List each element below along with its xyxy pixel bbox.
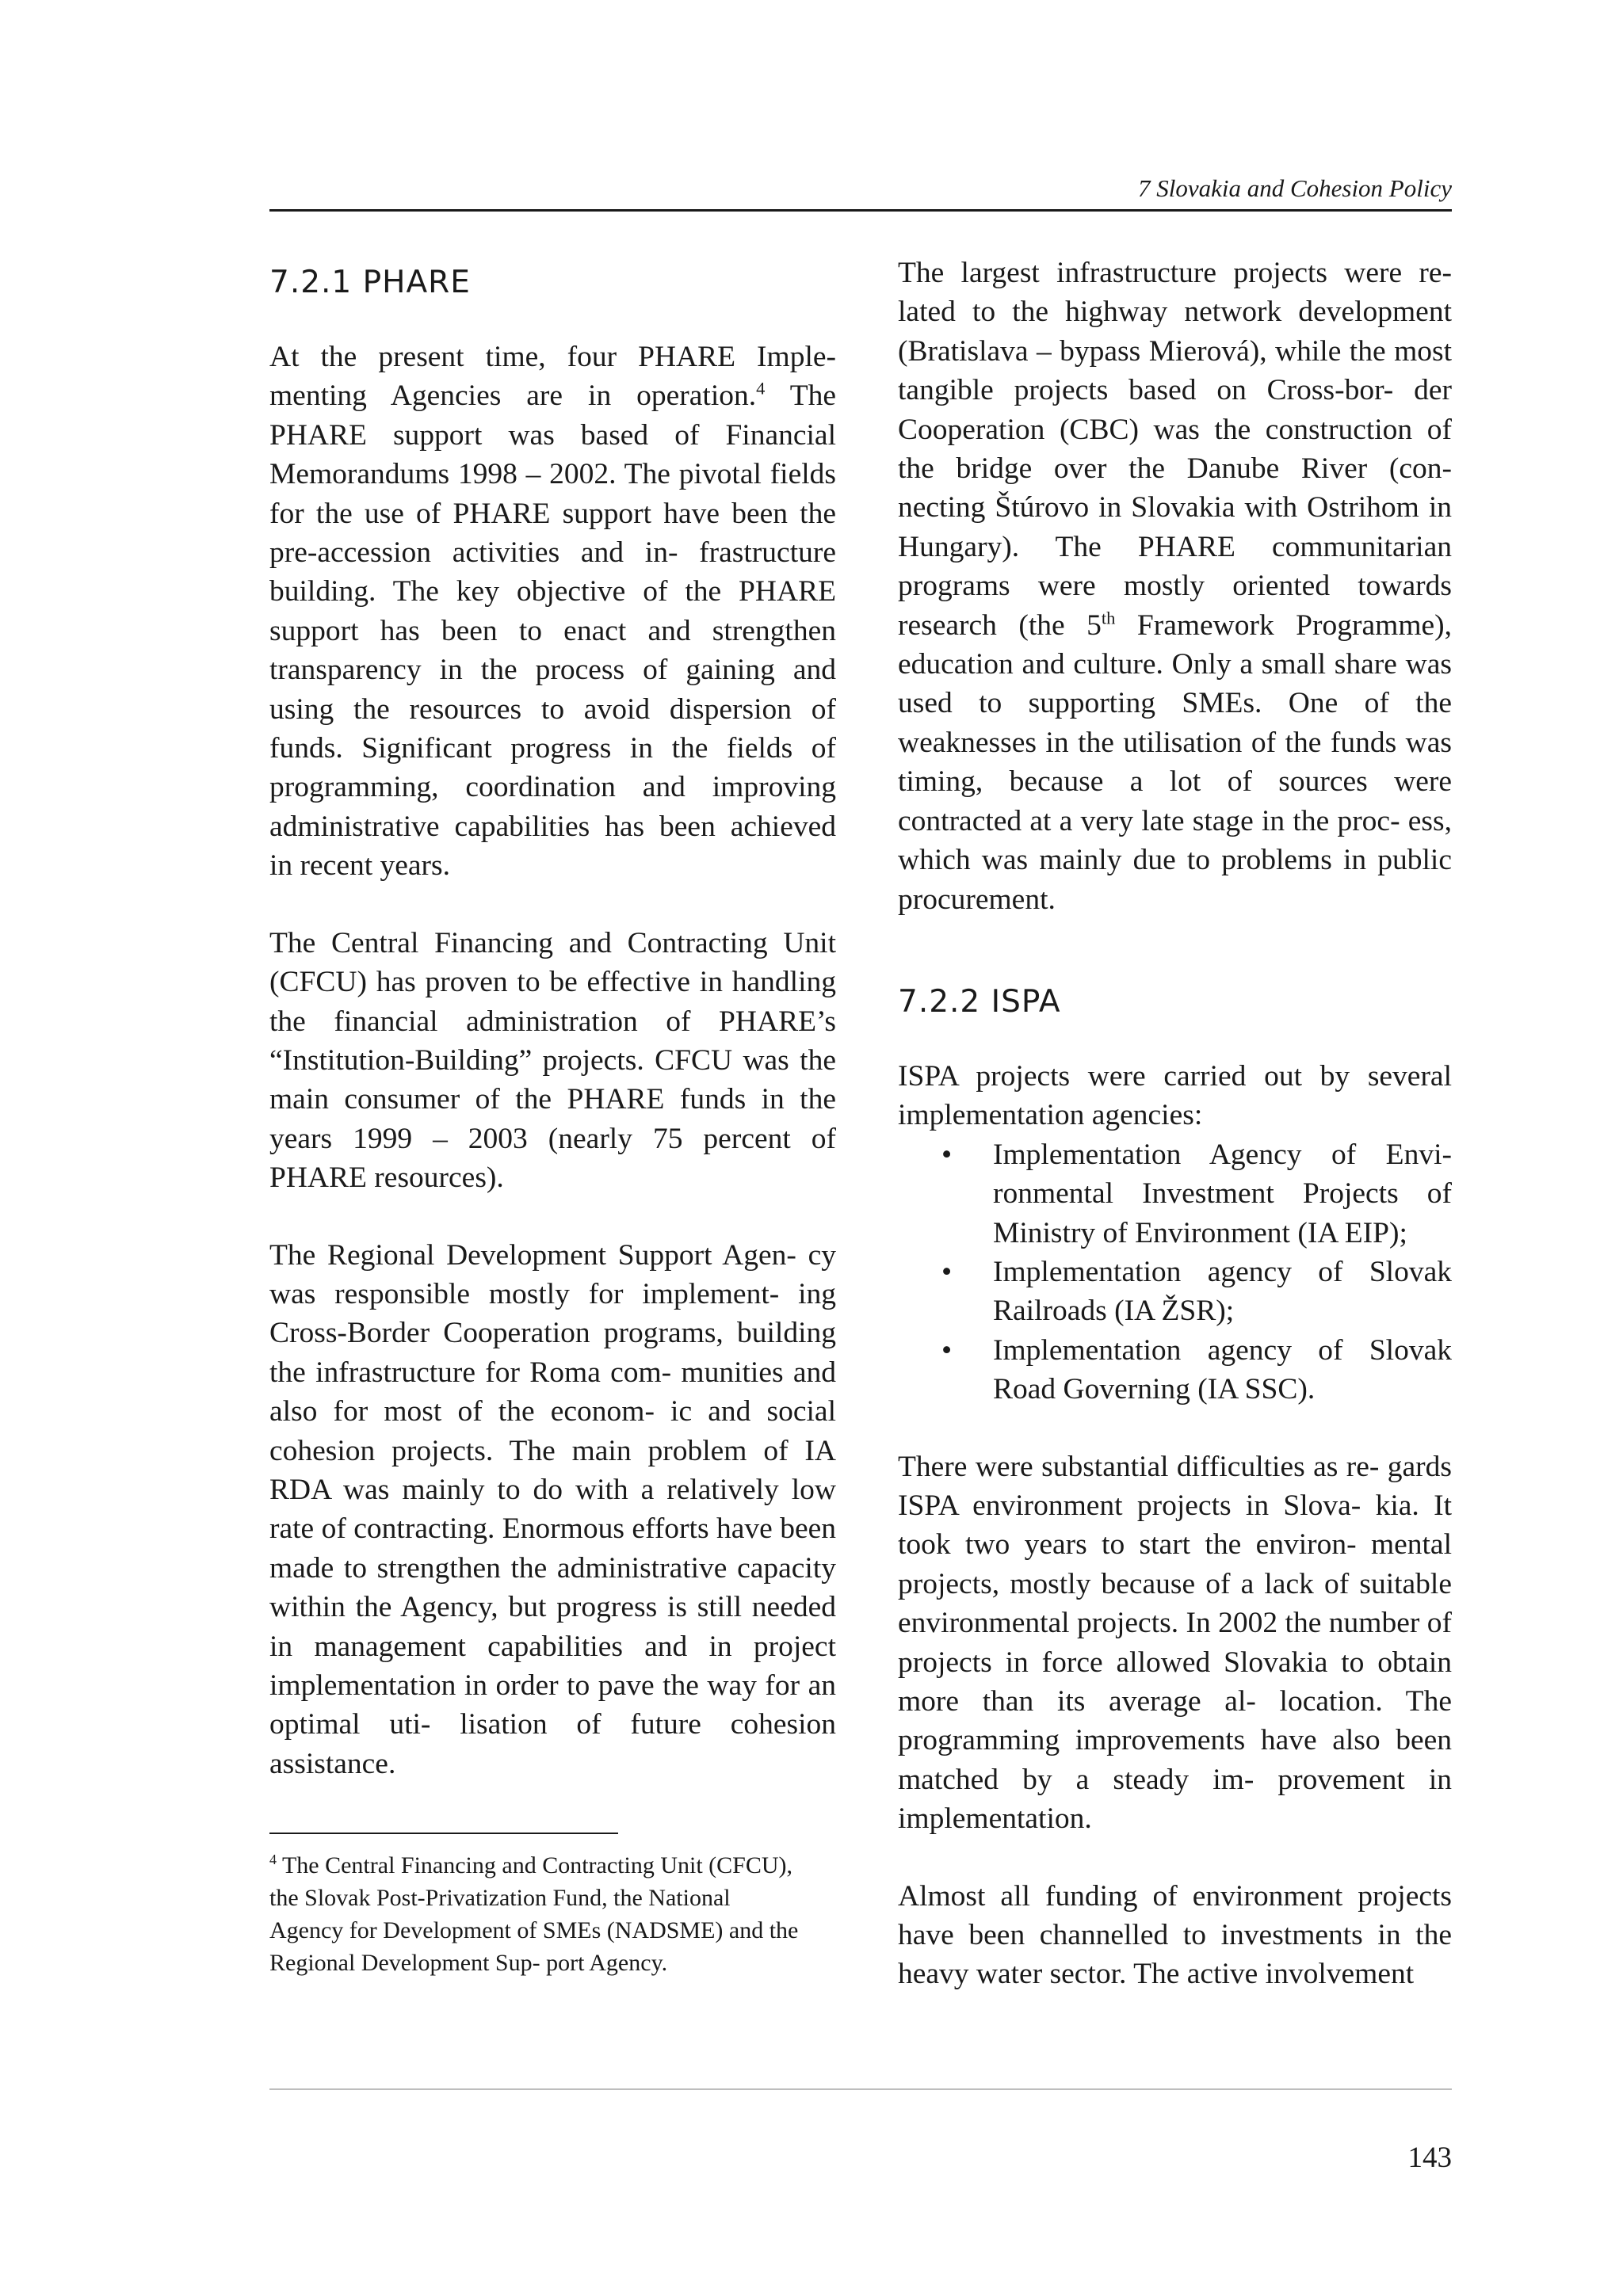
- section-title-phare: 7.2.1 PHARE: [269, 265, 471, 300]
- list-item-text: Implementation agency of Slovak Road Governing (IA SSC).: [993, 1333, 1452, 1406]
- bullet-icon: •: [941, 1255, 953, 1288]
- paragraph-ispa-difficulties: There were substantial difficulties as re- gards ISPA environment projects in Slova- kia. It took two years to start the environ- mental projects, mostly because of a lack of suitable environmental projects. In 2002 the number of projects in force allowed Slovakia to obtain more than its average al- location. The programming improvements have also been matched by a steady im- provement in implementation.: [898, 1450, 1452, 1836]
- paragraph-text: The PHARE support was based of Financial Memorandums 1998 – 2002. The pivotal fields for the use of PHARE support have been the pre-accession activities and in- frastructure building. The key objective of the PHARE support has been to enact and strengthen transparency in the process of gaining and using the resources to avoid dispersion of funds. Significant progress in the fields of programming, coordination and improving administrative capabilities has been achieved in recent years.: [269, 379, 837, 883]
- paragraph-cfcu: The Central Financing and Contracting Unit (CFCU) has proven to be effective in handling the financial administration of PHARE’s “Institution-Building” projects. CFCU was the main consumer of the PHARE funds in the years 1999 – 2003 (nearly 75 percent of PHARE resources).: [269, 926, 836, 1195]
- footnote-reference: 4: [756, 378, 766, 399]
- ispa-agencies-list: [898, 1135, 1452, 1409]
- list-item-text: Implementation agency of Slovak Railroads (IA ŽSR);: [993, 1255, 1452, 1328]
- running-head: 7 Slovakia and Cohesion Policy: [1137, 174, 1452, 202]
- section-title-ispa: 7.2.2 ISPA: [898, 983, 1061, 1020]
- footnote-text: The Central Financing and Contracting Unit (CFCU), the Slovak Post-Privatization Fund, the National Agency for Development of SMEs (NADSME) and the Regional Development Sup- port Agency.: [269, 1852, 799, 1976]
- list-item: [898, 1135, 1452, 1253]
- paragraph-text: Framework Programme), education and culture. Only a small share was used to supporting SMEs. One of the weaknesses in the utilisation of the funds was timing, because a lot of sources were contracted at a very late stage in the proc- ess, which was mainly due to problems in public procurement.: [898, 608, 1452, 916]
- superscript-th: th: [1101, 608, 1116, 628]
- paragraph-rdsa: The Regional Development Support Agen- cy was responsible mostly for implement- ing Cross-Border Cooperation programs, building the infrastructure for Roma com- munities and also for most of the econom- ic and social cohesion projects. The main problem of IA RDA was mainly to do with a relatively low rate of contracting. Enormous efforts have been made to strengthen the administrative capacity within the Agency, but progress is still needed in management capabilities and in project implementation in order to pave the way for an optimal uti- lisation of future cohesion assistance.: [269, 1238, 836, 1780]
- paragraph-environment-funding: Almost all funding of environment projects have been channelled to investments in the heavy water sector. The active involvement: [898, 1879, 1452, 1991]
- left-column: [269, 254, 836, 1821]
- paragraph-phare-agencies: [269, 338, 836, 886]
- footnote-rule: [269, 1833, 618, 1834]
- bullet-icon: •: [941, 1138, 953, 1171]
- bullet-icon: •: [941, 1333, 953, 1367]
- footnote-number: 4: [269, 1852, 277, 1867]
- list-item-text: Implementation Agency of Envi- ronmental Investment Projects of Ministry of Environment (IA EIP);: [993, 1138, 1452, 1249]
- header-rule: [269, 209, 1452, 212]
- paragraph-text: The largest infrastructure projects were re- lated to the highway network development (Bratislava – bypass Mierová), while the most tangible projects based on Cross-bor- der Cooperation (CBC) was the construction of the bridge over the Danube River (con- necting Štúrovo in Slovakia with Ostrihom in Hungary). The PHARE communitarian programs were mostly oriented towards research (the 5: [898, 257, 1452, 642]
- list-item: [898, 1331, 1452, 1409]
- paragraph-text: At the present time, four PHARE Imple- menting Agencies are in operation.: [269, 341, 836, 413]
- footnote: [269, 1849, 808, 1979]
- paragraph-infrastructure: [898, 254, 1452, 919]
- right-column: [898, 254, 1452, 2032]
- page-number: 143: [1407, 2142, 1452, 2174]
- paragraph-ispa-intro: ISPA projects were carried out by several implementation agencies:: [898, 1059, 1452, 1132]
- list-item: [898, 1253, 1452, 1331]
- footer-rule: [269, 2088, 1452, 2090]
